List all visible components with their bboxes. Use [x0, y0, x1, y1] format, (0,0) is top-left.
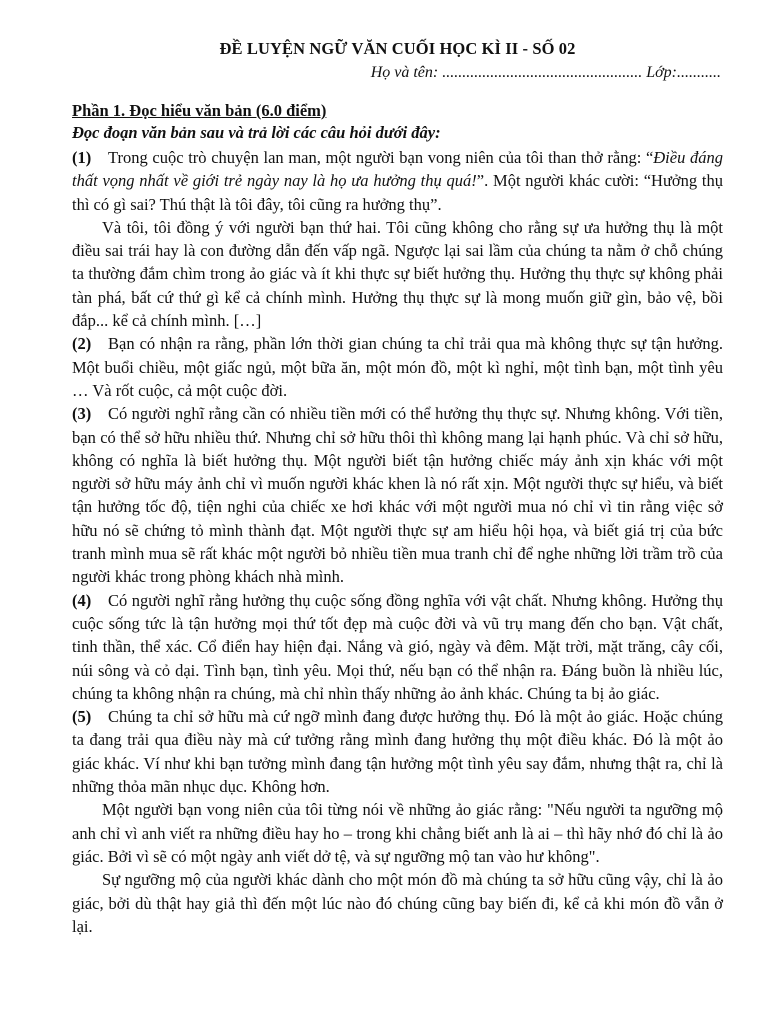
part-1-title: Phần 1. Đọc hiểu văn bản (6.0 điểm) [72, 101, 327, 120]
reading-instruction: Đọc đoạn văn bản sau và trả lời các câu hỏi dưới đây: [72, 123, 441, 142]
paragraph-5 [72, 705, 723, 798]
paragraph-number: (4) [72, 590, 92, 610]
paragraph-text: Chúng ta chỉ sở hữu mà cứ ngỡ mình đang được hưởng thụ. Đó là một ảo giác. Hoặc chúng ta đang trải qua điều này mà cứ tưởng rằng mình đang hưởng thụ một điều khác. Đó là một ảo giác khác. Ví như khi bạn tưởng mình đang tận hưởng một tình yêu say đắm, nhưng thật ra, chỉ là những thỏa mãn nhục dục. Không hơn. [72, 707, 723, 797]
paragraph-number: (3) [72, 404, 92, 424]
paragraph-text: Trong cuộc trò chuyện lan man, một người bạn vong niên của tôi than thở rằng: “ [108, 148, 654, 167]
paragraph-number: (1) [72, 148, 92, 167]
paragraph-1 [72, 146, 723, 216]
paragraph-6: Một người bạn vong niên của tôi từng nói về những ảo giác rằng: "Nếu người ta ngưỡng mộ anh chỉ vì anh viết ra những điều hay ho – trong khi chẳng biết anh là ai – thì hãy nhớ đó chỉ là ảo giác. Bởi vì sẽ có một ngày anh viết dở tệ, và sự ngưỡng mộ tan vào hư không". [72, 800, 723, 866]
paragraph-7: Sự ngưỡng mộ của người khác dành cho một món đồ mà chúng ta sở hữu cũng vậy, chỉ là ảo giác, bởi dù thật hay giả thì đến một lúc nào đó chúng cũng bay biến đi, kể cả khi món đồ vẫn ở lại. [72, 870, 723, 936]
paragraph-2 [72, 332, 723, 402]
paragraph-3 [72, 402, 723, 588]
paragraph-text: Có người nghĩ rằng cần có nhiều tiền mới có thể hưởng thụ thực sự. Nhưng không. Với tiền, bạn có thể sở hữu nhiều thứ. Nhưng chỉ sở hữu thôi thì không mang lại hạnh phúc. Và chỉ sở hữu, không có nghĩa là biết hưởng thụ. Một người biết tận hưởng chiếc máy ảnh xịn khác với một người sở hữu máy ảnh chỉ vì muốn người khác khen là nó rất xịn. Một người thực sự hiểu, và biết tận hưởng tốc độ, tiện nghi của chiếc xe hơi khác với một người mua nó chỉ vì tin rằng việc sở hữu nó sẽ chứng tỏ mình thành đạt. Một người thực sự am hiểu hội họa, và biết giá trị của bức tranh mình mua sẽ rất khác một người bỏ nhiều tiền mua tranh chỉ để nghe những lời trầm trồ của người khác trong phòng khách nhà mình. [72, 404, 723, 587]
paragraph-text: Bạn có nhận ra rằng, phần lớn thời gian chúng ta chỉ trải qua mà không thực sự tận hưởng. Một buổi chiều, một giấc ngủ, một bữa ăn, một món đồ, một kì nghỉ, một tình bạn, một tình yêu … Và rốt cuộc, cả một cuộc đời. [72, 334, 723, 400]
paragraph-number: (5) [72, 707, 92, 727]
paragraph-1-continued: Và tôi, tôi đồng ý với người bạn thứ hai. Tôi cũng không cho rằng sự ưa hưởng thụ là một điều sai trái hay là con đường dẫn đến vấp ngã. Ngược lại sai lầm của chúng ta nằm ở chỗ chúng ta thường đắm chìm trong ảo giác và ít khi thực sự biết hưởng thụ. Hưởng thụ thực sự không phải tàn phá, bất cứ thứ gì kể cả chính mình. Hưởng thụ thực sự là mong muốn giữ gìn, bảo vệ, bồi đắp... kể cả chính mình. […] [72, 217, 723, 331]
paragraph-quote: Điều đáng thất vọng nhất về giới trẻ ngày nay là họ ưa hưởng thụ quá! [72, 148, 723, 191]
student-name-class-line: Họ và tên: .................................................. Lớp:........... [370, 64, 721, 81]
paragraph-text: Có người nghĩ rằng hưởng thụ cuộc sống đồng nghĩa với vật chất. Nhưng không. Hưởng thụ cuộc sống tức là tận hưởng mọi thứ tốt đẹp mà cuộc đời và vũ trụ mang đến cho bạn. Vật chất, tinh thần, thể xác. Cổ điển hay hiện đại. Nắng và gió, ngày và đêm. Mặt trời, mặt trăng, cây cối, núi sông và cỏ dại. Tình bạn, tình yêu. Mọi thứ, nếu bạn có thể nhận ra. Đáng buồn là nhiều lúc, chúng ta không nhận ra chúng, mà chỉ nhìn thấy những ảo ảnh khác. Chúng ta bị ảo giác. [72, 590, 723, 703]
paragraph-4 [72, 589, 723, 705]
document-page [72, 38, 723, 938]
paragraph-text: ”. Một người khác cười: “Hưởng thụ thì có gì sai? Thú thật là tôi đây, tôi cũng ra hưởng thụ”. [72, 171, 723, 214]
paragraph-number: (2) [72, 334, 92, 354]
document-title: ĐỀ LUYỆN NGỮ VĂN CUỐI HỌC KÌ II - SỐ 02 [219, 39, 576, 58]
